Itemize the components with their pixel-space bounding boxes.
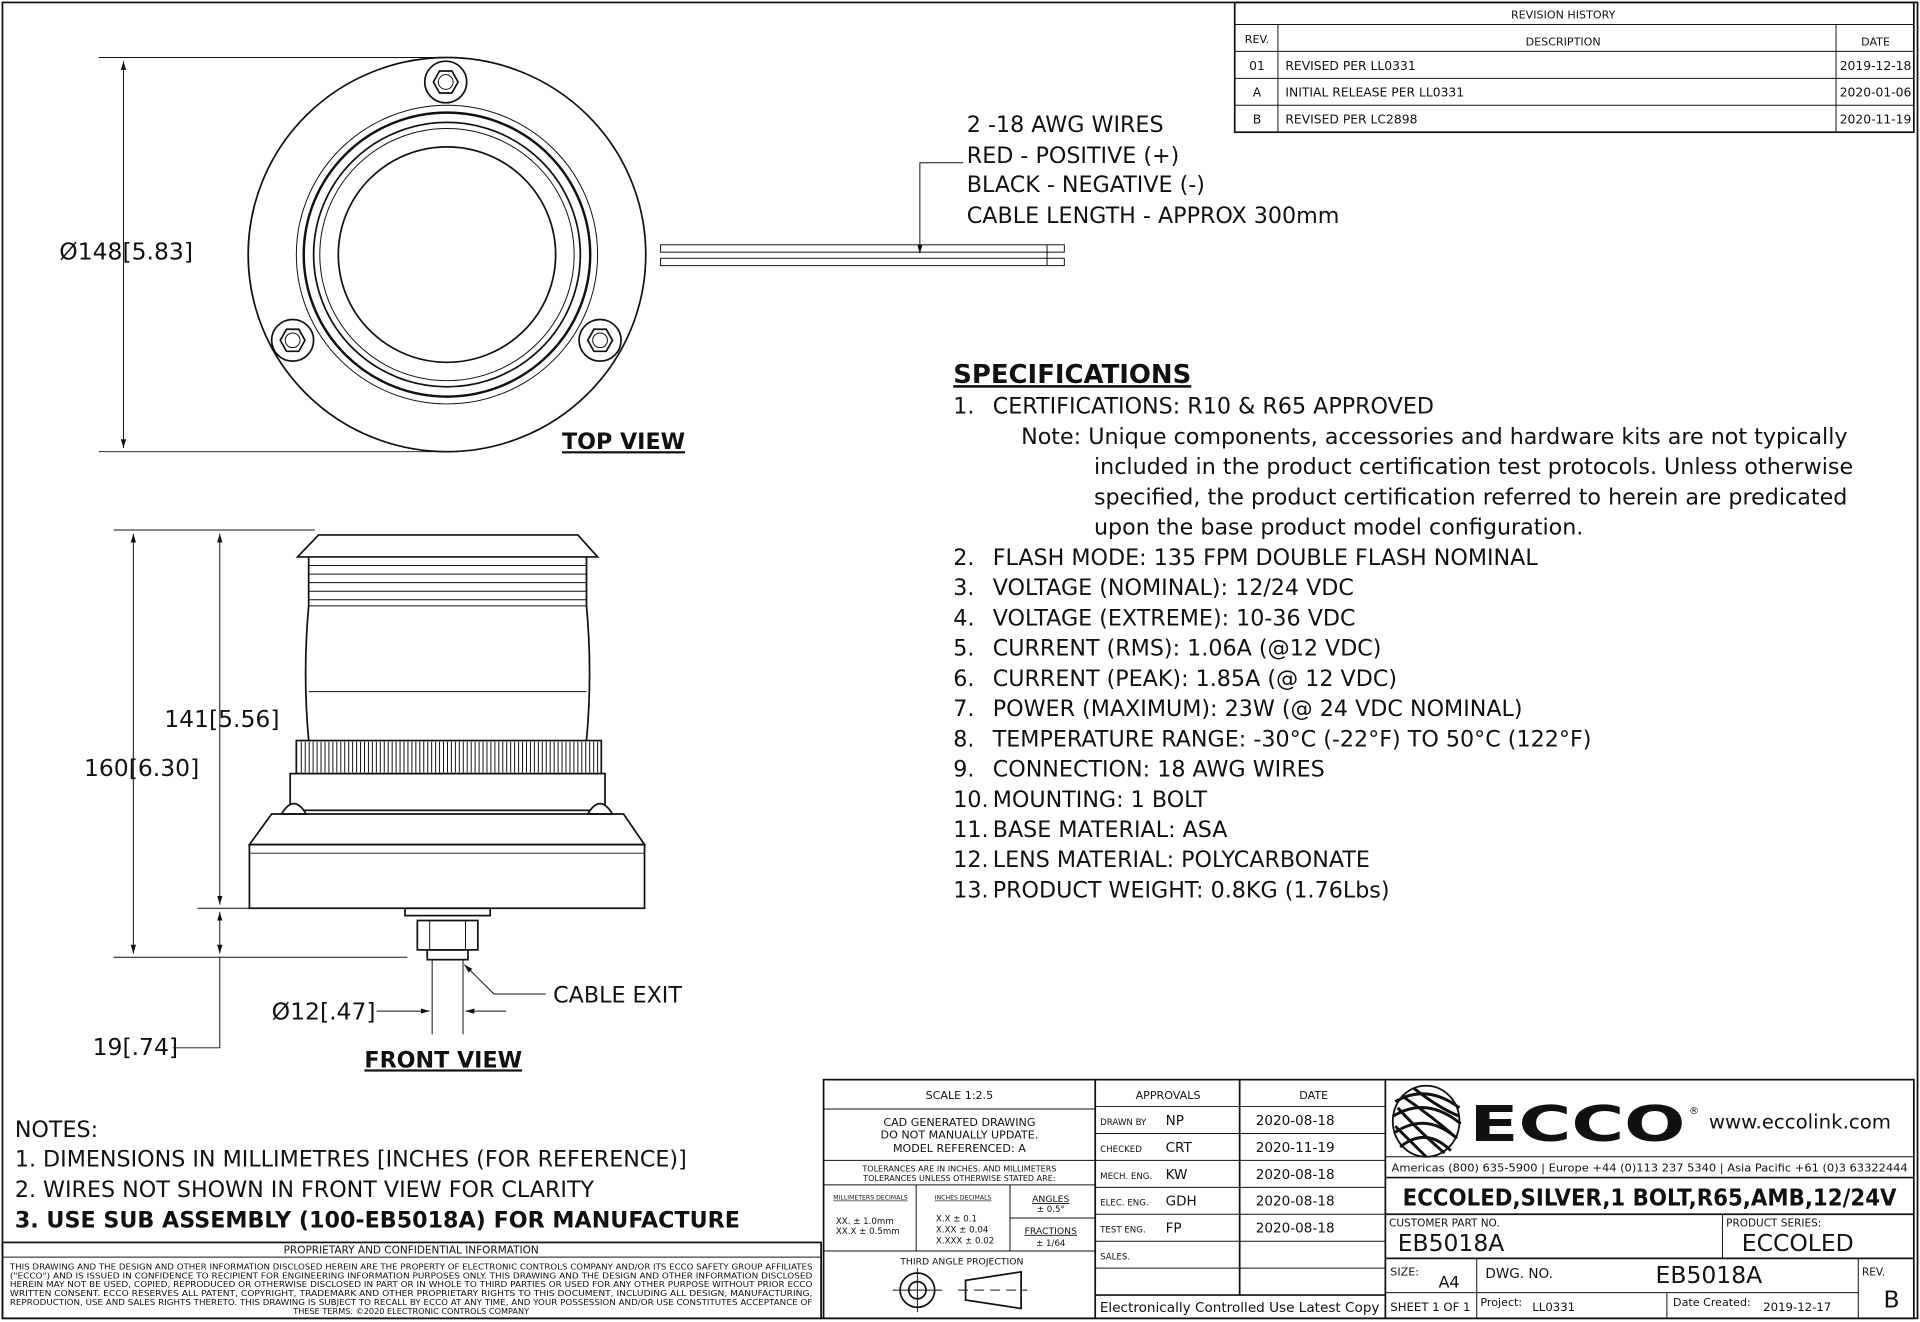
spec-number: 5. (953, 635, 975, 662)
mm-decimals-title: MILLIMETERS DECIMALS (833, 1194, 908, 1202)
project-label: Project: (1480, 1296, 1523, 1310)
approval-role: DRAWN BY (1100, 1117, 1147, 1128)
total-height-dimension: 160[6.30] (83, 754, 200, 783)
spec-number: 4. (953, 605, 975, 632)
approval-role: MECH. ENG. (1100, 1171, 1153, 1182)
wire-notes (967, 112, 1340, 228)
mm-tolerance: XX. ± 1.0mm (835, 1217, 894, 1228)
approval-date: 2020-08-18 (1255, 1166, 1335, 1183)
customer-part-number: EB5018A (1397, 1229, 1505, 1257)
spec-item: included in the product certification test protocols. Unless otherwise (1093, 454, 1854, 481)
specifications-list (953, 394, 1853, 904)
drawing-number: EB5018A (1655, 1260, 1763, 1289)
ecco-wordmark: ECCO (1469, 1095, 1686, 1153)
spec-number: 11. (953, 817, 989, 843)
scale-label: SCALE 1:2.5 (925, 1089, 994, 1103)
wire-note: RED - POSITIVE (+) (966, 142, 1180, 169)
spec-number: 12. (953, 847, 989, 874)
rev-cell: 01 (1249, 58, 1265, 73)
approval-date: 2020-08-18 (1255, 1193, 1335, 1210)
legal-line: HEREIN MAY NOT BE USED, COPIED, REPRODUCED OR OTHERWISE DISCLOSED IN PART OR IN WHOLE TO THIRD PARTIES OR USED FOR ANY OTHER PURPOSE WITHOUT PRIOR ECCO (9, 1279, 813, 1290)
approval-name: GDH (1165, 1193, 1197, 1210)
product-title: ECCOLED,SILVER,1 BOLT,R65,AMB,12/24V (1402, 1183, 1897, 1212)
inch-tolerance: X.XX ± 0.04 (935, 1225, 989, 1236)
sheet-size: A4 (1438, 1272, 1460, 1292)
rev-header: REV. (1244, 32, 1270, 46)
fractions-title: FRACTIONS (1024, 1225, 1078, 1237)
bolt-icon (425, 61, 467, 103)
note-item: 2. WIRES NOT SHOWN IN FRONT VIEW FOR CLARITY (14, 1177, 595, 1204)
spec-item: TEMPERATURE RANGE: -30°C (-22°F) TO 50°C (122°F) (992, 726, 1592, 753)
date-created-label: Date Created: (1673, 1296, 1751, 1310)
ecco-logo (1393, 1086, 1699, 1157)
mm-tolerance: XX.X ± 0.5mm (835, 1226, 900, 1237)
approval-role: TEST ENG. (1100, 1225, 1146, 1236)
legal-line: ("ECCO") AND IS ISSUED IN CONFIDENCE TO RECIPIENT FOR ENGINEERING INFORMATION PURPOSES ONLY. THIS DRAWING AND THE DESIGN AND OTHER INFORMATION DISCLOSED (9, 1270, 813, 1281)
cable-exit-label: CABLE EXIT (553, 982, 682, 1009)
spec-number: 9. (953, 756, 975, 783)
spec-item: PRODUCT WEIGHT: 0.8KG (1.76Lbs) (992, 877, 1390, 904)
spec-item: CERTIFICATIONS: R10 & R65 APPROVED (992, 393, 1434, 420)
description-cell: REVISED PER LL0331 (1285, 58, 1416, 73)
spec-number: 1. (953, 393, 975, 420)
legal-line: THIS DRAWING AND THE DESIGN AND OTHER INFORMATION DISCLOSED HEREIN ARE THE PROPERTY OF ELECTRONIC CONTROLS COMPANY AND/OR ITS ECCO SAFETY GROUP AFFILIATES (8, 1261, 813, 1272)
approval-name: CRT (1165, 1139, 1192, 1156)
top-view-drawing (99, 58, 1065, 452)
spec-number: 10. (953, 786, 989, 813)
proprietary-notice (2, 1242, 821, 1318)
rev-cell: A (1252, 85, 1262, 100)
spec-item: LENS MATERIAL: POLYCARBONATE (992, 847, 1370, 874)
spec-number: 7. (953, 696, 975, 723)
revision-history-table (1235, 2, 1914, 132)
spec-item: BASE MATERIAL: ASA (992, 817, 1228, 843)
inch-decimals-title: INCHES DECIMALS (934, 1194, 992, 1202)
revision-history-title: REVISION HISTORY (1510, 8, 1616, 22)
spec-number: 2. (953, 544, 975, 571)
date-header: DATE (1861, 35, 1890, 49)
specifications-title: SPECIFICATIONS (953, 360, 1192, 391)
spec-number: 13. (953, 877, 989, 904)
fractions-value: ± 1/64 (1036, 1239, 1066, 1250)
approval-name: NP (1165, 1112, 1184, 1129)
globe-icon (1393, 1086, 1461, 1157)
size-label: SIZE: (1390, 1265, 1419, 1279)
approval-role: SALES. (1100, 1252, 1131, 1263)
date-cell: 2020-01-06 (1839, 85, 1912, 100)
description-cell: INITIAL RELEASE PER LL0331 (1285, 85, 1465, 100)
revision-row (1253, 86, 1912, 100)
legal-line: THESE TERMS. ©2020 ELECTRONIC CONTROLS COMPANY (293, 1306, 530, 1317)
proprietary-title: PROPRIETARY AND CONFIDENTIAL INFORMATION (283, 1244, 539, 1257)
inch-tolerance: X.XXX ± 0.02 (935, 1236, 995, 1247)
approval-role: CHECKED (1100, 1144, 1142, 1155)
date-cell: 2019-12-18 (1839, 58, 1912, 73)
angles-value: ± 0.5° (1036, 1204, 1065, 1215)
svg-text:®: ® (1689, 1105, 1699, 1117)
approval-name: FP (1165, 1220, 1182, 1237)
phone-numbers: Americas (800) 635-5900 | Europe +44 (0)113 237 5340 | Asia Pacific +61 (0)3 63322444 (1391, 1162, 1909, 1175)
wire-note: 2 -18 AWG WIRES (966, 112, 1164, 139)
spec-item: upon the base product model configuration. (1093, 514, 1584, 541)
notes (15, 1117, 740, 1233)
top-diameter-dimension: Ø148[5.83] (59, 237, 193, 266)
tolerance-note: TOLERANCES UNLESS OTHERWISE STATED ARE: (863, 1174, 1056, 1184)
cad-note: MODEL REFERENCED: A (892, 1141, 1026, 1155)
project-value: LL0331 (1532, 1300, 1576, 1314)
date-created-value: 2019-12-17 (1763, 1300, 1832, 1314)
inch-tolerance: X.X ± 0.1 (935, 1214, 977, 1225)
cad-note: DO NOT MANUALLY UPDATE. (880, 1128, 1039, 1142)
approvals-date-header: DATE (1299, 1089, 1329, 1103)
note-item: 3. USE SUB ASSEMBLY (100-EB5018A) FOR MANUFACTURE (14, 1207, 740, 1234)
spec-item: POWER (MAXIMUM): 23W (@ 24 VDC NOMINAL) (992, 696, 1523, 723)
front-view-label: FRONT VIEW (364, 1047, 523, 1074)
spec-item: MOUNTING: 1 BOLT (992, 786, 1208, 813)
spec-number: 6. (953, 665, 975, 692)
website-link[interactable]: www.eccolink.com (1708, 1110, 1892, 1134)
spec-item: VOLTAGE (EXTREME): 10-36 VDC (992, 605, 1356, 632)
approval-role: ELEC. ENG. (1100, 1198, 1149, 1209)
stud-diameter-dimension: Ø12[.47] (271, 997, 376, 1026)
approval-name: KW (1165, 1166, 1188, 1183)
third-angle-projection-icon (893, 1268, 1028, 1312)
rev-label: REV. (1861, 1266, 1886, 1279)
spec-item: Note: Unique components, accessories and hardware kits are not typically (1021, 424, 1848, 450)
stud-height-dimension: 19[.74] (92, 1033, 179, 1062)
product-series-label: PRODUCT SERIES: (1726, 1217, 1822, 1230)
bolt-icon (579, 319, 621, 361)
approvals-header: APPROVALS (1135, 1089, 1201, 1103)
description-cell: REVISED PER LC2898 (1285, 112, 1418, 127)
sheet-number: SHEET 1 OF 1 (1390, 1300, 1471, 1314)
approval-date: 2020-08-18 (1255, 1112, 1335, 1129)
description-header: DESCRIPTION (1525, 35, 1601, 49)
legal-line: WRITTEN CONSENT. ECCO RESERVES ALL PATENT, COPYRIGHT, TRADEMARK AND OTHER PROPRIETARY RIGHTS TO THIS DOCUMENT, INCLUDING ALL DESIGN, MANUFACTURING, (9, 1288, 813, 1299)
spec-item: CURRENT (PEAK): 1.85A (@ 12 VDC) (992, 665, 1398, 692)
cad-note: CAD GENERATED DRAWING (883, 1116, 1036, 1130)
body-height-dimension: 141[5.56] (164, 705, 280, 734)
customer-part-label: CUSTOMER PART NO. (1389, 1217, 1500, 1230)
approval-date: 2020-11-19 (1255, 1139, 1335, 1156)
revision-row (1249, 59, 1911, 73)
spec-item: FLASH MODE: 135 FPM DOUBLE FLASH NOMINAL (992, 544, 1538, 571)
revision-value: B (1883, 1285, 1900, 1314)
spec-item: CONNECTION: 18 AWG WIRES (992, 756, 1325, 783)
product-series: ECCOLED (1741, 1229, 1854, 1257)
bolt-icon (272, 319, 314, 361)
spec-item: specified, the product certification referred to herein are predicated (1093, 484, 1848, 511)
wire-note: BLACK - NEGATIVE (-) (966, 172, 1205, 199)
top-view-label: TOP VIEW (561, 429, 686, 456)
legal-line: REPRODUCTION, USE AND SALES RIGHTS THERETO. THIS DRAWING IS SUBJECT TO RECALL BY ECCO AT ANY TIME, AND YOUR POSSESSION AND/OR USE CONSTITUTES ACCEPTANCE OF (9, 1297, 813, 1308)
note-item: 1. DIMENSIONS IN MILLIMETRES [INCHES (FOR REFERENCE)] (14, 1146, 687, 1173)
projection-label: THIRD ANGLE PROJECTION (900, 1256, 1024, 1268)
notes-title: NOTES: (14, 1117, 99, 1144)
rev-cell: B (1252, 112, 1262, 127)
spec-number: 8. (953, 726, 975, 753)
spec-item: VOLTAGE (NOMINAL): 12/24 VDC (992, 575, 1354, 602)
control-note: Electronically Controlled Use Latest Copy (1099, 1300, 1380, 1317)
wire-note: CABLE LENGTH - APPROX 300mm (966, 202, 1340, 229)
front-view-drawing (114, 530, 645, 1048)
approval-date: 2020-08-18 (1255, 1220, 1335, 1237)
tolerance-note: TOLERANCES ARE IN INCHES, AND MILLIMETERS (862, 1164, 1057, 1174)
revision-row (1253, 113, 1912, 127)
dwg-no-label: DWG. NO. (1485, 1265, 1554, 1282)
title-block (824, 1080, 1914, 1319)
date-cell: 2020-11-19 (1839, 112, 1912, 127)
angles-title: ANGLES (1032, 1194, 1070, 1206)
spec-item: CURRENT (RMS): 1.06A (@12 VDC) (992, 635, 1382, 662)
spec-number: 3. (953, 575, 975, 602)
